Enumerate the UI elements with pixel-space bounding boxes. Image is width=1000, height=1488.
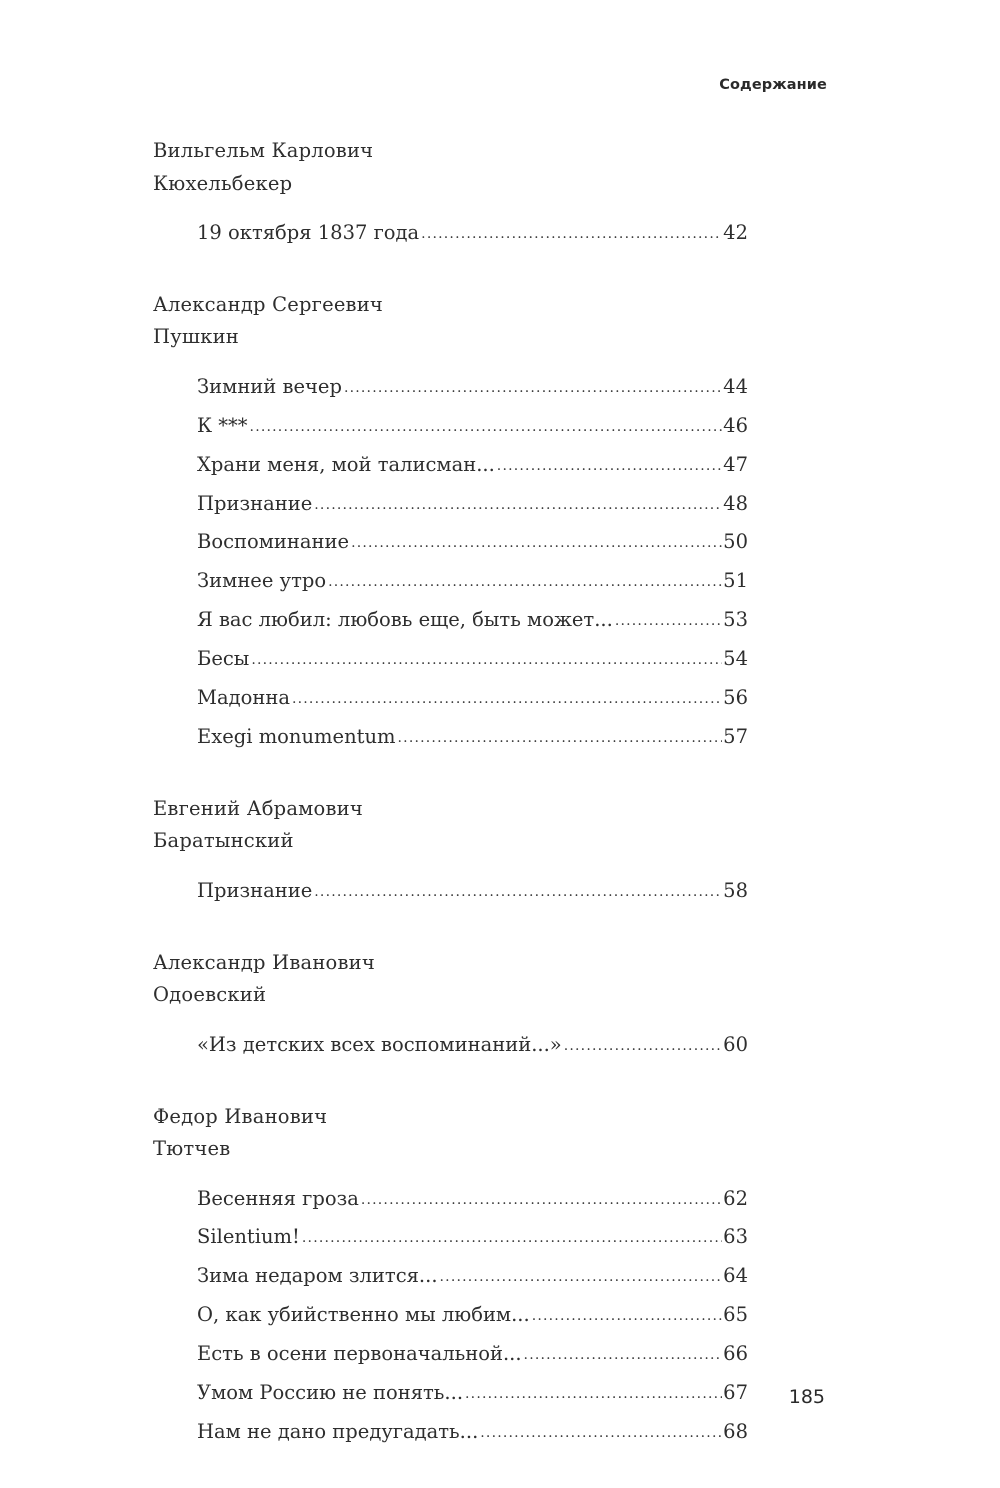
author-section [153, 289, 748, 757]
author-first-name: Евгений Абрамович [153, 796, 363, 820]
toc-entry[interactable] [197, 872, 748, 911]
author-first-name: Александр Сергеевич [153, 292, 384, 316]
toc-entry[interactable] [197, 1374, 748, 1413]
work-title: О, как убийственно мы любим... [197, 1303, 530, 1327]
author-section [153, 947, 748, 1065]
work-title: Silentium! [197, 1225, 300, 1249]
work-page-number: 47 [723, 452, 748, 476]
toc-entry[interactable] [197, 368, 748, 407]
toc-entry[interactable] [197, 679, 748, 718]
author-section [153, 135, 748, 253]
toc-entry[interactable] [197, 485, 748, 524]
work-page-number: 66 [723, 1342, 748, 1366]
work-title: Воспоминание [197, 530, 350, 554]
work-title: Умом Россию не понять... [197, 1381, 464, 1405]
toc-entry[interactable] [197, 1180, 748, 1219]
author-first-name: Вильгельм Карлович [153, 139, 374, 162]
work-page-number: 60 [723, 1032, 748, 1056]
works-list [153, 368, 748, 757]
work-title: Признание [197, 491, 313, 515]
dot-leader [314, 486, 722, 525]
work-page-number: 65 [723, 1303, 748, 1327]
dot-leader [532, 1297, 722, 1336]
work-page-number: 46 [723, 413, 748, 437]
work-title: Мадонна [197, 686, 290, 710]
works-list [153, 1026, 748, 1065]
dot-leader [344, 369, 722, 408]
dot-leader [351, 524, 722, 563]
work-title: Храни меня, мой талисман... [197, 452, 495, 476]
toc-entry[interactable] [197, 407, 748, 446]
author-last-name: Одоевский [153, 983, 267, 1007]
work-title: Весенняя гроза [197, 1186, 359, 1210]
toc-entry[interactable] [197, 1335, 748, 1374]
author-section [153, 793, 748, 911]
work-page-number: 57 [723, 724, 748, 748]
work-title: Зимнее утро [197, 569, 327, 593]
works-list [153, 214, 748, 253]
dot-leader [465, 1375, 722, 1414]
work-title: Бесы [197, 647, 250, 671]
work-page-number: 63 [723, 1225, 748, 1249]
dot-leader [398, 719, 723, 758]
work-title: Нам не дано предугадать... [197, 1419, 479, 1443]
toc-entry[interactable] [197, 1026, 748, 1065]
works-list [153, 1180, 748, 1452]
dot-leader [314, 873, 722, 912]
work-title: «Из детских всех воспоминаний...» [197, 1032, 562, 1056]
dot-leader [524, 1336, 723, 1375]
work-title: Зима недаром злится... [197, 1264, 438, 1288]
work-title: Я вас любил: любовь еще, быть может... [197, 608, 613, 632]
toc-entry[interactable] [197, 562, 748, 601]
dot-leader [302, 1219, 722, 1258]
dot-leader [421, 215, 722, 254]
toc-entry[interactable] [197, 446, 748, 485]
work-page-number: 67 [723, 1381, 748, 1405]
author-first-name: Александр Иванович [153, 950, 375, 974]
author-last-name: Пушкин [153, 325, 239, 349]
toc-entry[interactable] [197, 214, 748, 253]
dot-leader [480, 1414, 722, 1453]
author-name [153, 793, 748, 858]
dot-leader [328, 563, 722, 602]
work-title: Есть в осени первоначальной... [197, 1342, 522, 1366]
toc-entry[interactable] [197, 1218, 748, 1257]
work-title: К *** [197, 413, 248, 437]
toc-entry[interactable] [197, 640, 748, 679]
work-page-number: 51 [723, 569, 748, 593]
work-title: Зимний вечер [197, 374, 342, 398]
dot-leader [564, 1027, 722, 1066]
work-page-number: 53 [723, 608, 748, 632]
author-first-name: Федор Иванович [153, 1104, 328, 1128]
dot-leader [361, 1181, 722, 1220]
work-page-number: 62 [723, 1186, 748, 1210]
table-of-contents [153, 135, 748, 1488]
author-last-name: Тютчев [153, 1137, 231, 1161]
work-title: 19 октября 1837 года [197, 221, 420, 244]
work-page-number: 54 [723, 647, 748, 671]
dot-leader [250, 408, 723, 447]
work-page-number: 56 [723, 686, 748, 710]
author-name [153, 947, 748, 1012]
dot-leader [615, 602, 722, 641]
work-page-number: 42 [723, 221, 748, 244]
author-name [153, 135, 748, 200]
work-page-number: 44 [723, 374, 748, 398]
author-name [153, 1101, 748, 1166]
author-last-name: Кюхельбекер [153, 171, 293, 195]
works-list [153, 872, 748, 911]
work-title: Признание [197, 878, 313, 902]
dot-leader [440, 1258, 723, 1297]
work-title: Exegi monumentum [197, 724, 396, 748]
author-last-name: Баратынский [153, 829, 294, 853]
dot-leader [497, 447, 722, 486]
work-page-number: 64 [723, 1264, 748, 1288]
dot-leader [292, 680, 722, 719]
work-page-number: 68 [723, 1419, 748, 1443]
toc-entry[interactable] [197, 1296, 748, 1335]
work-page-number: 50 [723, 530, 748, 554]
work-page-number: 58 [723, 878, 748, 902]
toc-entry[interactable] [197, 601, 748, 640]
page-number: 185 [788, 1386, 825, 1408]
toc-entry[interactable] [197, 523, 748, 562]
work-page-number: 48 [723, 491, 748, 515]
toc-entry[interactable] [197, 1413, 748, 1452]
running-head: Содержание [719, 77, 827, 93]
dot-leader [251, 641, 722, 680]
toc-entry[interactable] [197, 1257, 748, 1296]
author-section [153, 1101, 748, 1452]
author-name [153, 289, 748, 354]
toc-entry[interactable] [197, 718, 748, 757]
